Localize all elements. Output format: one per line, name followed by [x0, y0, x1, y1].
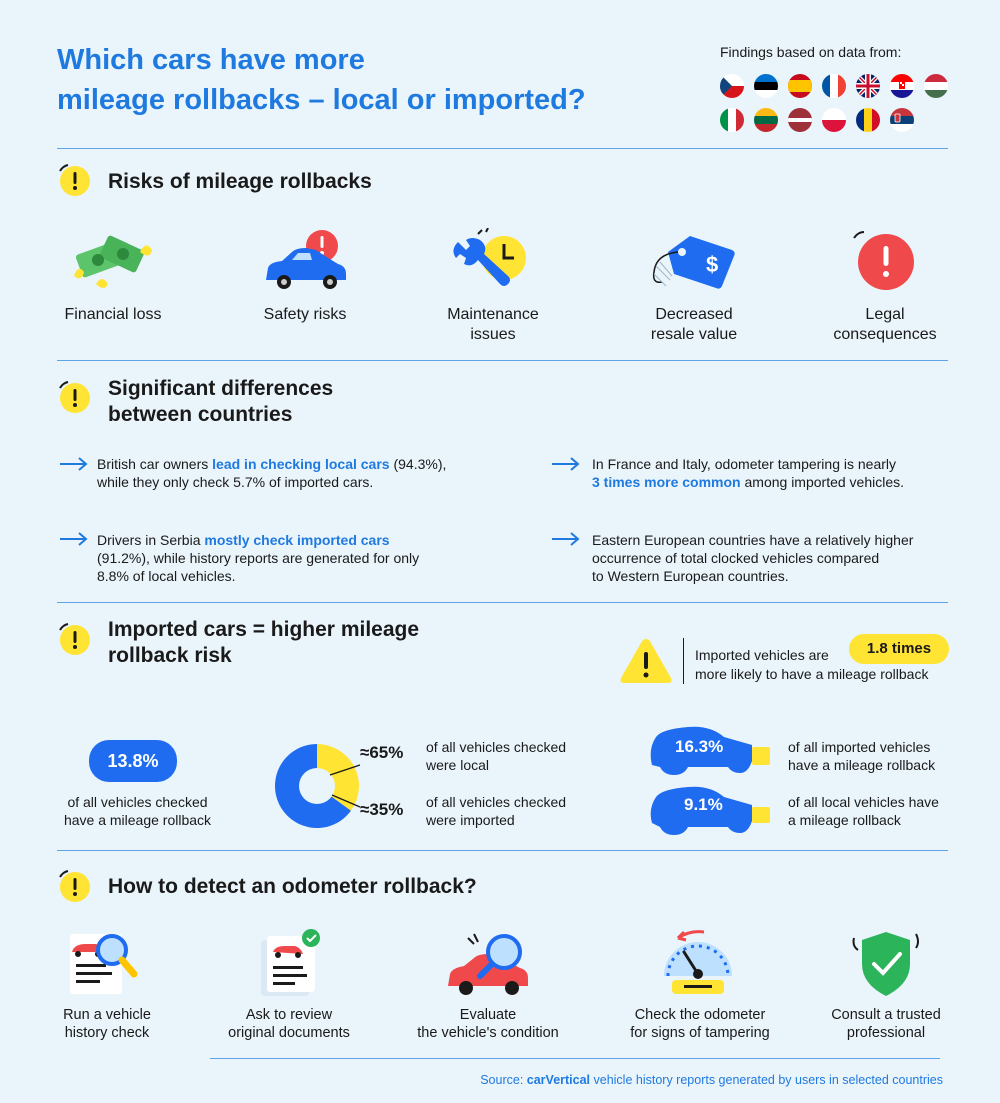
divider [57, 360, 948, 361]
step-check-odometer: Check the odometer for signs of tampering [630, 1007, 770, 1041]
donut-imported-text: of all vehicles checked were imported [426, 794, 567, 828]
poland-flag-icon [822, 108, 846, 132]
romania-flag-icon [856, 108, 880, 132]
total-rollback-text: of all vehicles checked have a mileage rollback [63, 794, 212, 828]
exclamation-icon [842, 228, 932, 298]
finding-eastern-europe: Eastern European countries have a relatively higher occurrence of total clocked vehicles compared to Western European countries. [592, 532, 914, 584]
arrow-right-icon [60, 532, 88, 546]
step-evaluate-condition: Evaluate the vehicle's condition [417, 1007, 559, 1041]
callout-text-b: more likely to have a mileage rollback [695, 666, 929, 682]
section-title-risks: Risks of mileage rollbacks [108, 170, 372, 193]
finding-serbia: Drivers in Serbia mostly check imported cars (91.2%), while history reports are generated for only 8.8% of local vehicles. [97, 532, 420, 584]
risk-maintenance: Maintenance issues [447, 306, 539, 343]
findings-label: Findings based on data from: [720, 44, 902, 60]
wrench-clock-icon [448, 228, 538, 298]
shield-check-icon [840, 928, 930, 998]
money-icon [68, 228, 158, 298]
risk-legal: Legal consequences [833, 306, 937, 343]
documents-check-icon [245, 928, 335, 998]
warning-badge-icon [57, 380, 91, 414]
donut-local-text: of all vehicles checked were local [426, 739, 567, 773]
title-line-1: Which cars have more [57, 44, 365, 76]
arrow-right-icon [552, 532, 580, 546]
imported-rollback-text: of all imported vehicles have a mileage rollback [788, 739, 936, 773]
donut-imported-label: ≈35% [360, 800, 404, 819]
donut-local-label: ≈65% [360, 743, 404, 762]
arrow-right-icon [60, 457, 88, 471]
callout-pill: 1.8 times [849, 634, 949, 664]
risk-safety: Safety risks [263, 306, 347, 323]
hungary-flag-icon [924, 74, 948, 98]
divider [57, 148, 948, 149]
car-magnifier-icon [444, 928, 534, 998]
svg-text:$: $ [706, 252, 719, 277]
risk-financial-loss: Financial loss [64, 306, 162, 323]
title-line-2: mileage rollbacks – local or imported? [57, 84, 586, 116]
warning-badge-icon [57, 622, 91, 656]
local-rollback-value: 9.1% [684, 795, 723, 814]
divider [210, 1058, 940, 1059]
odometer-icon [654, 928, 744, 998]
imported-rollback-value: 16.3% [675, 737, 724, 756]
section-title-differences: Significant differences between countries [108, 377, 334, 426]
warning-badge-icon [57, 163, 91, 197]
spain-flag-icon [788, 74, 812, 98]
callout-divider [683, 638, 684, 684]
divider [57, 602, 948, 603]
source-note: Source: carVertical vehicle history reports generated by users in selected countries [480, 1073, 943, 1087]
lithuania-flag-icon [754, 108, 778, 132]
czech-flag-icon [720, 74, 744, 98]
france-flag-icon [822, 74, 846, 98]
croatia-flag-icon [890, 74, 914, 98]
local-imported-donut-chart [272, 741, 362, 831]
finding-british: British car owners lead in checking local cars (94.3%), while they only check 5.7% of imported cars. [97, 456, 447, 490]
report-magnifier-icon [64, 928, 154, 998]
callout-text-a: Imported vehicles are [695, 647, 829, 663]
warning-triangle-icon [618, 636, 674, 686]
divider [57, 850, 948, 851]
latvia-flag-icon [788, 108, 812, 132]
finding-france-italy: In France and Italy, odometer tampering is nearly 3 times more common among imported vehicles. [592, 456, 905, 490]
section-title-detect: How to detect an odometer rollback? [108, 875, 477, 898]
step-history-check: Run a vehicle history check [63, 1007, 151, 1041]
arrow-right-icon [552, 457, 580, 471]
risk-resale-value: Decreased resale value [650, 306, 738, 343]
warning-badge-icon [57, 869, 91, 903]
step-consult-professional: Consult a trusted professional [831, 1007, 941, 1041]
serbia-flag-icon [890, 108, 914, 132]
car-alert-icon [262, 228, 352, 298]
uk-flag-icon [856, 74, 880, 98]
section-title-imported: Imported cars = higher mileage rollback risk [108, 618, 420, 667]
price-tag-icon [648, 228, 738, 298]
page-title [57, 40, 617, 120]
italy-flag-icon [720, 108, 744, 132]
local-rollback-text: of all local vehicles have a mileage rollback [788, 794, 939, 828]
step-review-documents: Ask to review original documents [228, 1007, 350, 1041]
total-rollback-pill: 13.8% [89, 740, 177, 782]
estonia-flag-icon [754, 74, 778, 98]
